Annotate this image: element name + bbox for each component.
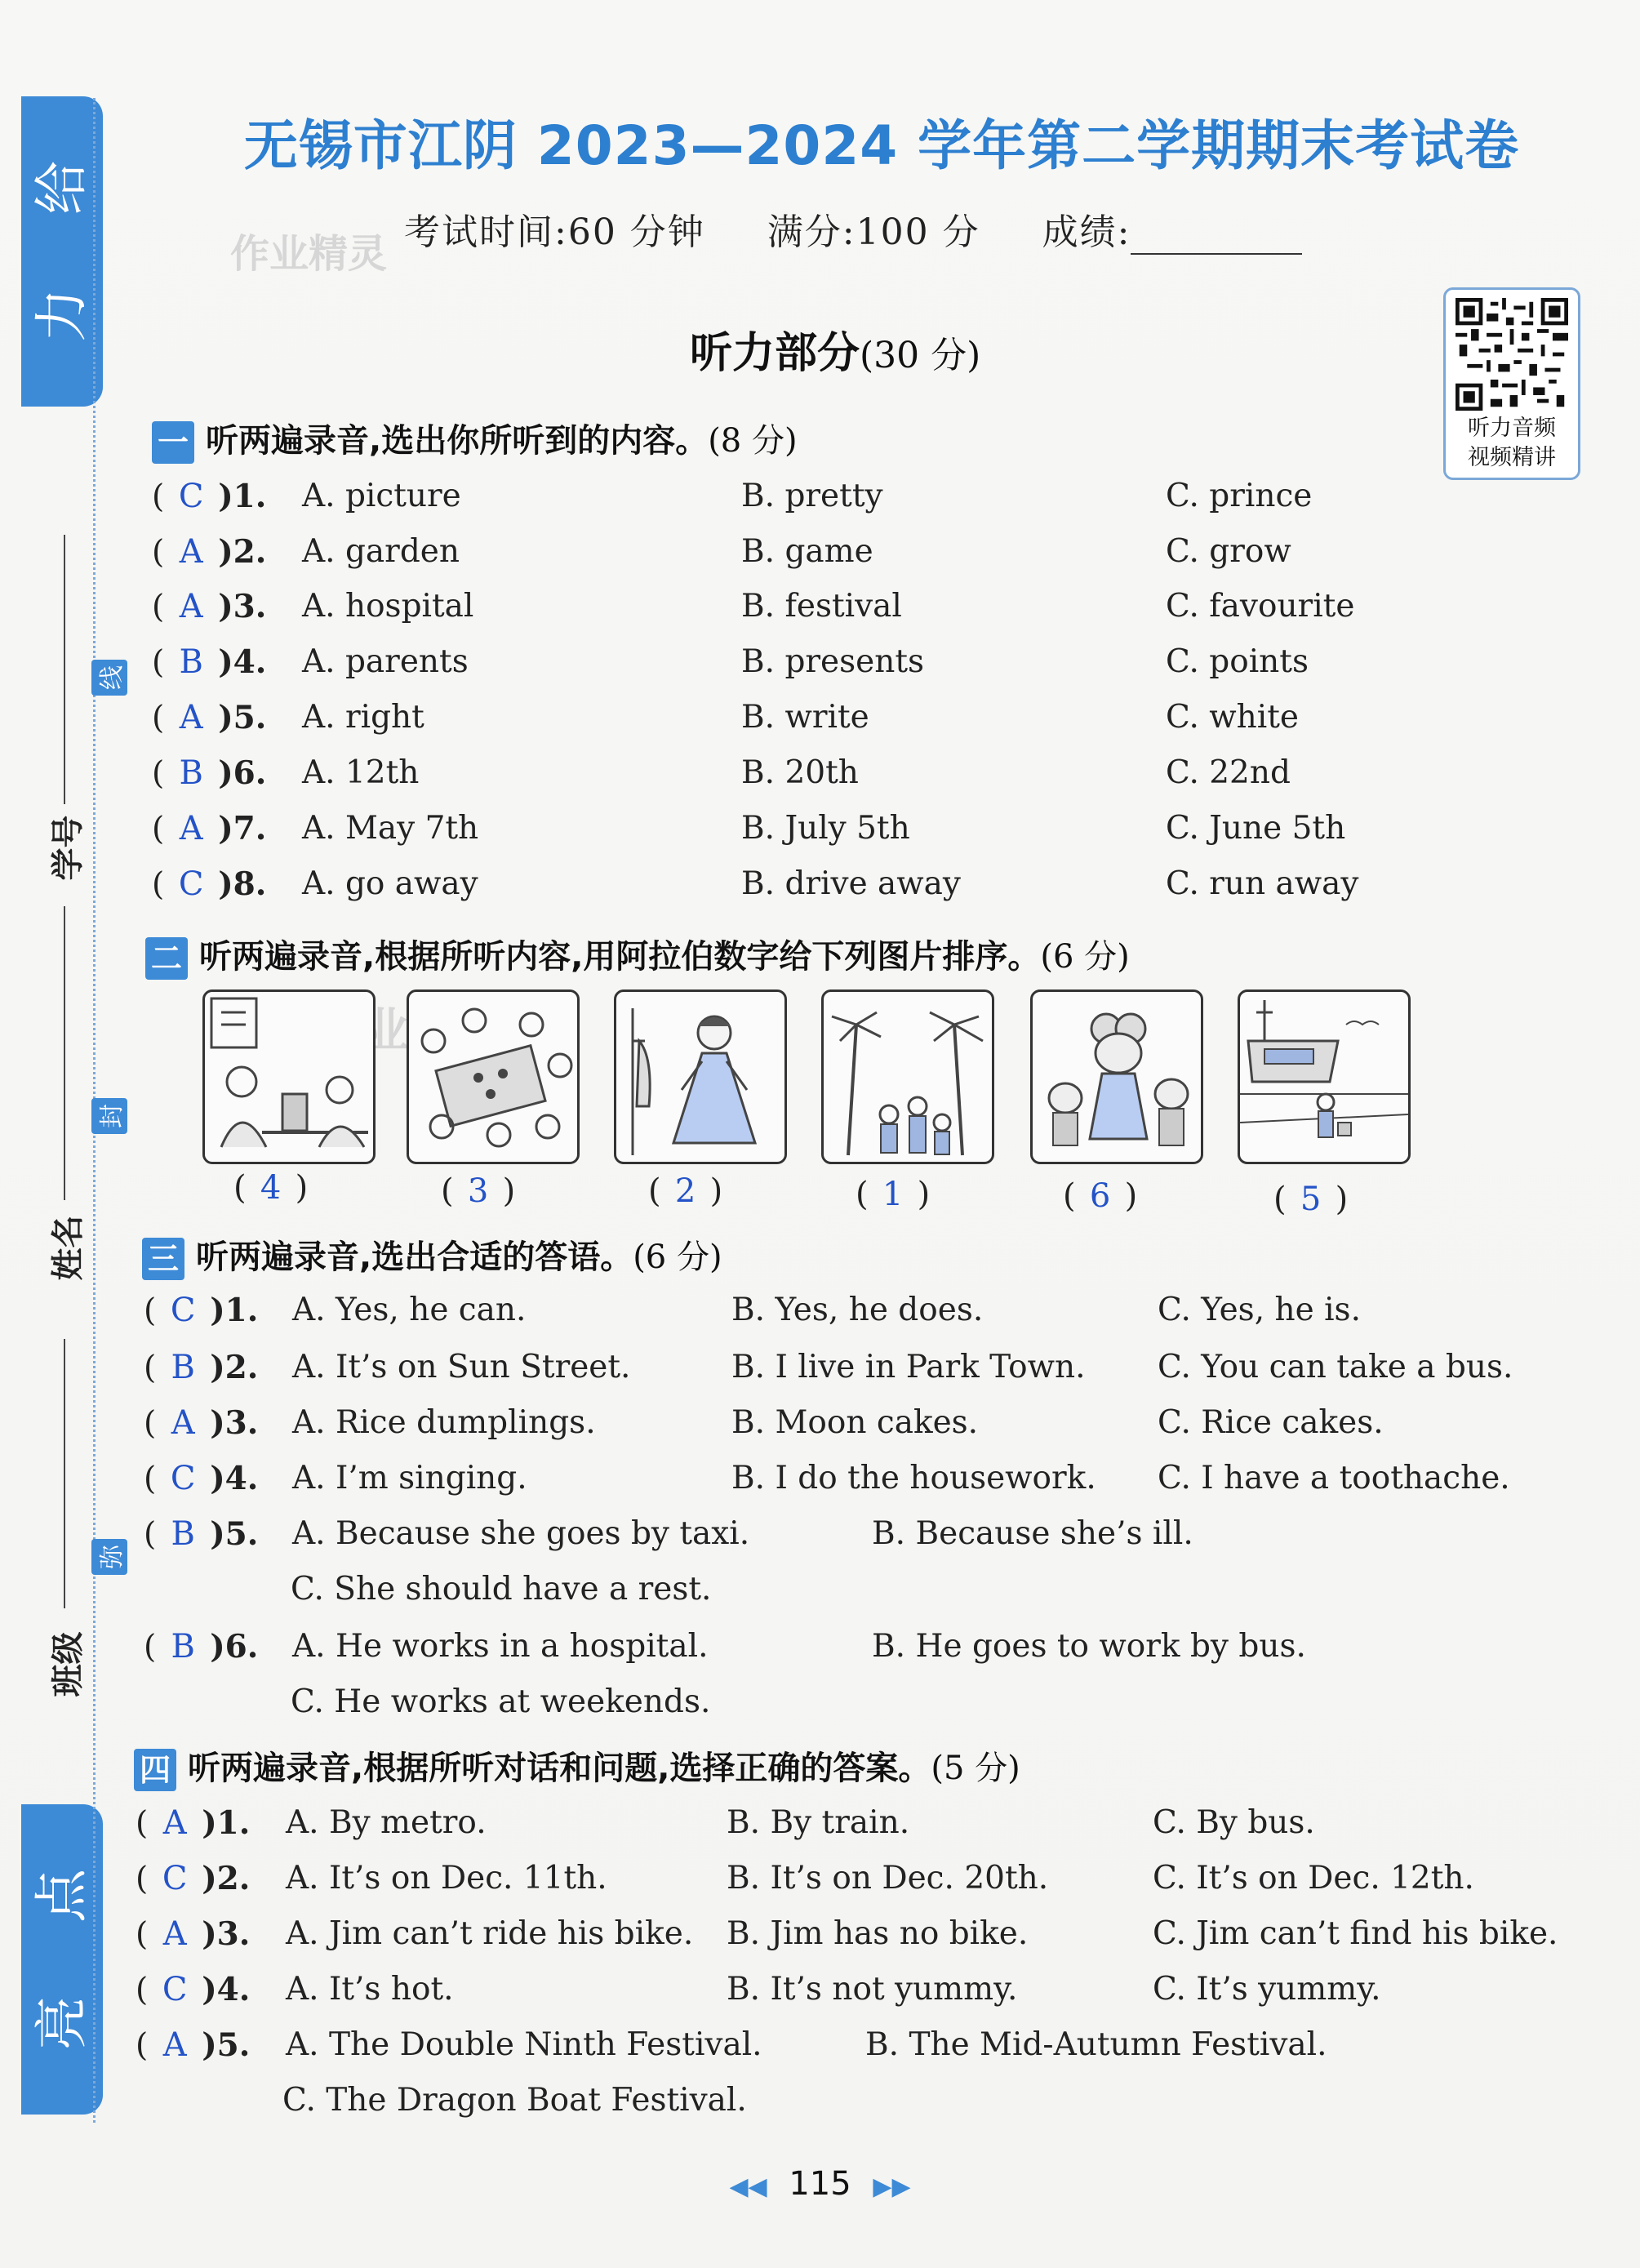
exam-time: 考试时间:60 分钟 xyxy=(404,211,705,253)
part1-q8-option-b: B. drive away xyxy=(741,865,961,902)
fold-mark-line: 线 xyxy=(91,660,127,696)
part1-q2-option-a: A. garden xyxy=(302,533,460,570)
prev-page-arrows-icon[interactable]: ◀◀ xyxy=(729,2172,767,2201)
part3-q4-option-b: B. I do the housework. xyxy=(731,1460,1096,1496)
part3-q6-option-b: B. He goes to work by bus. xyxy=(872,1628,1306,1665)
part4-q4-option-a: A. It’s hot. xyxy=(286,1971,454,2008)
part4-q1-option-b: B. By train. xyxy=(727,1804,910,1841)
part1-q1-number: ( C )1. xyxy=(152,478,267,515)
part4-q1-number: ( A )1. xyxy=(136,1804,251,1842)
score-label: 成绩: xyxy=(1042,211,1131,253)
class-label: 班级 xyxy=(49,1631,87,1697)
section-title: 听力部分(30 分) xyxy=(690,329,981,378)
part3-q3-number: ( A )3. xyxy=(144,1404,259,1442)
part1-q6-number: ( B )6. xyxy=(152,754,267,792)
part4-q2-number: ( C )2. xyxy=(136,1860,251,1897)
part1-q7-option-a: A. May 7th xyxy=(302,810,479,847)
part1-q7-option-c: C. June 5th xyxy=(1166,810,1346,847)
part4-q3-option-a: A. Jim can’t ride his bike. xyxy=(286,1915,694,1952)
answer-choice[interactable]: A xyxy=(162,2026,187,2064)
student-number-blank[interactable] xyxy=(64,535,65,804)
part1-q8-option-a: A. go away xyxy=(302,865,478,902)
part4-q3-number: ( A )3. xyxy=(136,1915,251,1953)
part1-q8-option-c: C. run away xyxy=(1166,865,1359,902)
part3-q5-option-c: C. She should have a rest. xyxy=(291,1571,712,1608)
fold-mark-close: 弥 xyxy=(91,1539,127,1575)
part4-number: 四 xyxy=(134,1749,176,1791)
exam-full-score: 满分:100 分 xyxy=(767,211,980,253)
part1-q3-option-c: C. favourite xyxy=(1166,588,1355,625)
part4-q4-number: ( C )4. xyxy=(136,1971,251,2008)
part1-q5-option-a: A. right xyxy=(302,699,424,736)
qr-code-box[interactable] xyxy=(1443,287,1580,480)
name-label: 姓名 xyxy=(49,1215,87,1281)
answer-choice[interactable]: C xyxy=(178,865,204,903)
part4-q2-option-a: A. It’s on Dec. 11th. xyxy=(286,1860,607,1897)
picture-answer-2: ( 3 ) xyxy=(441,1172,516,1210)
part3-q1-option-a: A. Yes, he can. xyxy=(292,1292,527,1328)
part4-q1-option-a: A. By metro. xyxy=(286,1804,487,1841)
part2-heading: 二 听两遍录音,根据所听内容,用阿拉伯数字给下列图片排序。(6 分) xyxy=(145,931,1130,980)
answer-choice[interactable]: C xyxy=(162,1971,188,2008)
answer-choice[interactable]: A xyxy=(179,699,203,736)
part4-q3-option-c: C. Jim can’t find his bike. xyxy=(1153,1915,1558,1952)
page-number-value: 115 xyxy=(789,2165,851,2203)
page-number xyxy=(0,2165,1640,2203)
qr-code-icon xyxy=(1456,298,1568,411)
part1-q1-option-a: A. picture xyxy=(302,478,461,514)
part3-q2-option-c: C. You can take a bus. xyxy=(1158,1349,1513,1385)
part1-q4-option-a: A. parents xyxy=(302,643,469,680)
part4-q3-option-b: B. Jim has no bike. xyxy=(727,1915,1029,1952)
part2-number: 二 xyxy=(145,937,188,980)
answer-choice[interactable]: C xyxy=(178,478,204,515)
fold-mark-seal: 封 xyxy=(91,1098,127,1134)
qr-caption: 听力音频 视频精讲 xyxy=(1468,416,1556,470)
part1-q3-option-a: A. hospital xyxy=(302,588,474,625)
part3-q3-option-b: B. Moon cakes. xyxy=(731,1404,979,1441)
part3-q2-number: ( B )2. xyxy=(144,1349,259,1386)
part1-q2-number: ( A )2. xyxy=(152,533,267,571)
name-blank[interactable] xyxy=(64,1339,65,1608)
part3-q2-option-a: A. It’s on Sun Street. xyxy=(292,1349,631,1385)
student-number-label: 学号 xyxy=(49,815,87,881)
doctor-phone-illustration xyxy=(205,992,373,1162)
picture-trees-walk xyxy=(821,989,994,1164)
part1-heading: 一 听两遍录音,选出你所听到的内容。(8 分) xyxy=(152,415,798,464)
answer-choice[interactable]: C xyxy=(162,1860,188,1897)
part3-q2-option-b: B. I live in Park Town. xyxy=(731,1349,1086,1385)
picture-doctor-phone xyxy=(202,989,376,1164)
part1-q5-option-b: B. write xyxy=(741,699,869,736)
part1-q2-option-b: B. game xyxy=(741,533,873,570)
part1-q8-number: ( C )8. xyxy=(152,865,267,903)
part1-q1-option-c: C. prince xyxy=(1166,478,1313,514)
part3-q5-number: ( B )5. xyxy=(144,1515,259,1553)
page-title: 无锡市江阴 2023—2024 学年第二学期期末考试卷 xyxy=(243,114,1520,177)
ship-dock-illustration xyxy=(1240,992,1408,1162)
answer-choice[interactable]: A xyxy=(162,1804,187,1842)
trees-walk-illustration xyxy=(824,992,992,1162)
part4-q5-option-c: C. The Dragon Boat Festival. xyxy=(282,2082,747,2119)
part3-heading: 三 听两遍录音,选出合适的答语。(6 分) xyxy=(142,1231,722,1280)
part1-q2-option-c: C. grow xyxy=(1166,533,1291,570)
part4-q4-option-b: B. It’s not yummy. xyxy=(727,1971,1018,2008)
part1-q4-option-c: C. points xyxy=(1166,643,1309,680)
answer-choice[interactable]: B xyxy=(179,643,203,681)
part3-q5-option-a: A. Because she goes by taxi. xyxy=(292,1515,750,1552)
picture-ship-dock xyxy=(1238,989,1411,1164)
picture-answer-1: ( 4 ) xyxy=(233,1169,309,1207)
part1-q7-option-b: B. July 5th xyxy=(741,810,910,847)
answer-choice[interactable]: C xyxy=(170,1292,196,1329)
part3-q6-option-a: A. He works in a hospital. xyxy=(292,1628,709,1665)
part3-q1-option-b: B. Yes, he does. xyxy=(731,1292,984,1328)
picture-answer-5: ( 6 ) xyxy=(1063,1177,1138,1215)
answer-choice[interactable]: A xyxy=(179,533,203,571)
part4-q2-option-c: C. It’s on Dec. 12th. xyxy=(1153,1860,1474,1897)
part4-q4-option-c: C. It’s yummy. xyxy=(1153,1971,1381,2008)
part3-q5-option-b: B. Because she’s ill. xyxy=(872,1515,1193,1552)
answer-choice[interactable]: B xyxy=(171,1515,195,1553)
party-illustration xyxy=(409,992,577,1162)
part4-q5-number: ( A )5. xyxy=(136,2026,251,2064)
picture-answer-3: ( 2 ) xyxy=(648,1172,723,1210)
picture-girl-dress xyxy=(614,989,787,1164)
answer-choice[interactable]: A xyxy=(179,588,203,625)
part4-q5-option-a: A. The Double Ninth Festival. xyxy=(286,2026,762,2063)
part3-q1-option-c: C. Yes, he is. xyxy=(1158,1292,1361,1328)
part3-q6-option-c: C. He works at weekends. xyxy=(291,1683,711,1720)
side-tab-bottom xyxy=(21,1804,103,2115)
picture-answer-6: ( 5 ) xyxy=(1273,1181,1349,1218)
part1-q4-number: ( B )4. xyxy=(152,643,267,681)
picture-party xyxy=(407,989,580,1164)
girl-dress-illustration xyxy=(616,992,784,1162)
part1-q5-option-c: C. white xyxy=(1166,699,1299,736)
exam-info xyxy=(404,202,1302,255)
part3-q1-number: ( C )1. xyxy=(144,1292,259,1329)
part1-q5-number: ( A )5. xyxy=(152,699,267,736)
part4-q2-option-b: B. It’s on Dec. 20th. xyxy=(727,1860,1049,1897)
watermark-top: 作业精灵 xyxy=(230,231,388,277)
part1-q3-number: ( A )3. xyxy=(152,588,267,625)
side-tab-top xyxy=(21,96,103,407)
part1-q4-option-b: B. presents xyxy=(741,643,925,680)
part1-q6-option-c: C. 22nd xyxy=(1166,754,1291,791)
part1-q3-option-b: B. festival xyxy=(741,588,902,625)
part1-number: 一 xyxy=(152,421,194,464)
score-blank[interactable] xyxy=(1131,216,1302,255)
part4-heading: 四 听两遍录音,根据所听对话和问题,选择正确的答案。(5 分) xyxy=(134,1742,1020,1791)
part3-q6-number: ( B )6. xyxy=(144,1628,259,1665)
part1-q6-option-a: A. 12th xyxy=(302,754,420,791)
answer-choice[interactable]: C xyxy=(170,1460,196,1497)
next-page-arrows-icon[interactable]: ▶▶ xyxy=(873,2172,911,2201)
side-tab-bottom-char-2: 亮 xyxy=(30,1995,94,2050)
part3-q4-number: ( C )4. xyxy=(144,1460,259,1497)
answer-choice[interactable]: A xyxy=(171,1404,195,1442)
part3-q3-option-a: A. Rice dumplings. xyxy=(292,1404,596,1441)
answer-choice[interactable]: B xyxy=(171,1628,195,1665)
answer-choice[interactable]: A xyxy=(162,1915,187,1953)
part1-q1-option-b: B. pretty xyxy=(741,478,883,514)
part4-q5-option-b: B. The Mid-Autumn Festival. xyxy=(865,2026,1327,2063)
answer-choice[interactable]: B xyxy=(171,1349,195,1386)
side-tab-top-char-1: 给 xyxy=(30,161,94,216)
picture-answer-4: ( 1 ) xyxy=(856,1176,931,1213)
side-tab-top-char-2: 力 xyxy=(30,287,94,342)
part1-q6-option-b: B. 20th xyxy=(741,754,859,791)
part3-q3-option-c: C. Rice cakes. xyxy=(1158,1404,1384,1441)
student-number-blank-lower[interactable] xyxy=(64,906,65,1200)
part3-number: 三 xyxy=(142,1238,184,1280)
mice-illustration xyxy=(1033,992,1201,1162)
answer-choice[interactable]: A xyxy=(179,810,203,847)
section-points: (30 分) xyxy=(860,335,981,376)
part3-q4-option-c: C. I have a toothache. xyxy=(1158,1460,1510,1496)
answer-choice[interactable]: B xyxy=(179,754,203,792)
part4-q1-option-c: C. By bus. xyxy=(1153,1804,1315,1841)
part1-q7-number: ( A )7. xyxy=(152,810,267,847)
side-tab-bottom-char-1: 点 xyxy=(30,1869,94,1923)
part3-q4-option-a: A. I’m singing. xyxy=(292,1460,527,1496)
picture-mice xyxy=(1030,989,1203,1164)
